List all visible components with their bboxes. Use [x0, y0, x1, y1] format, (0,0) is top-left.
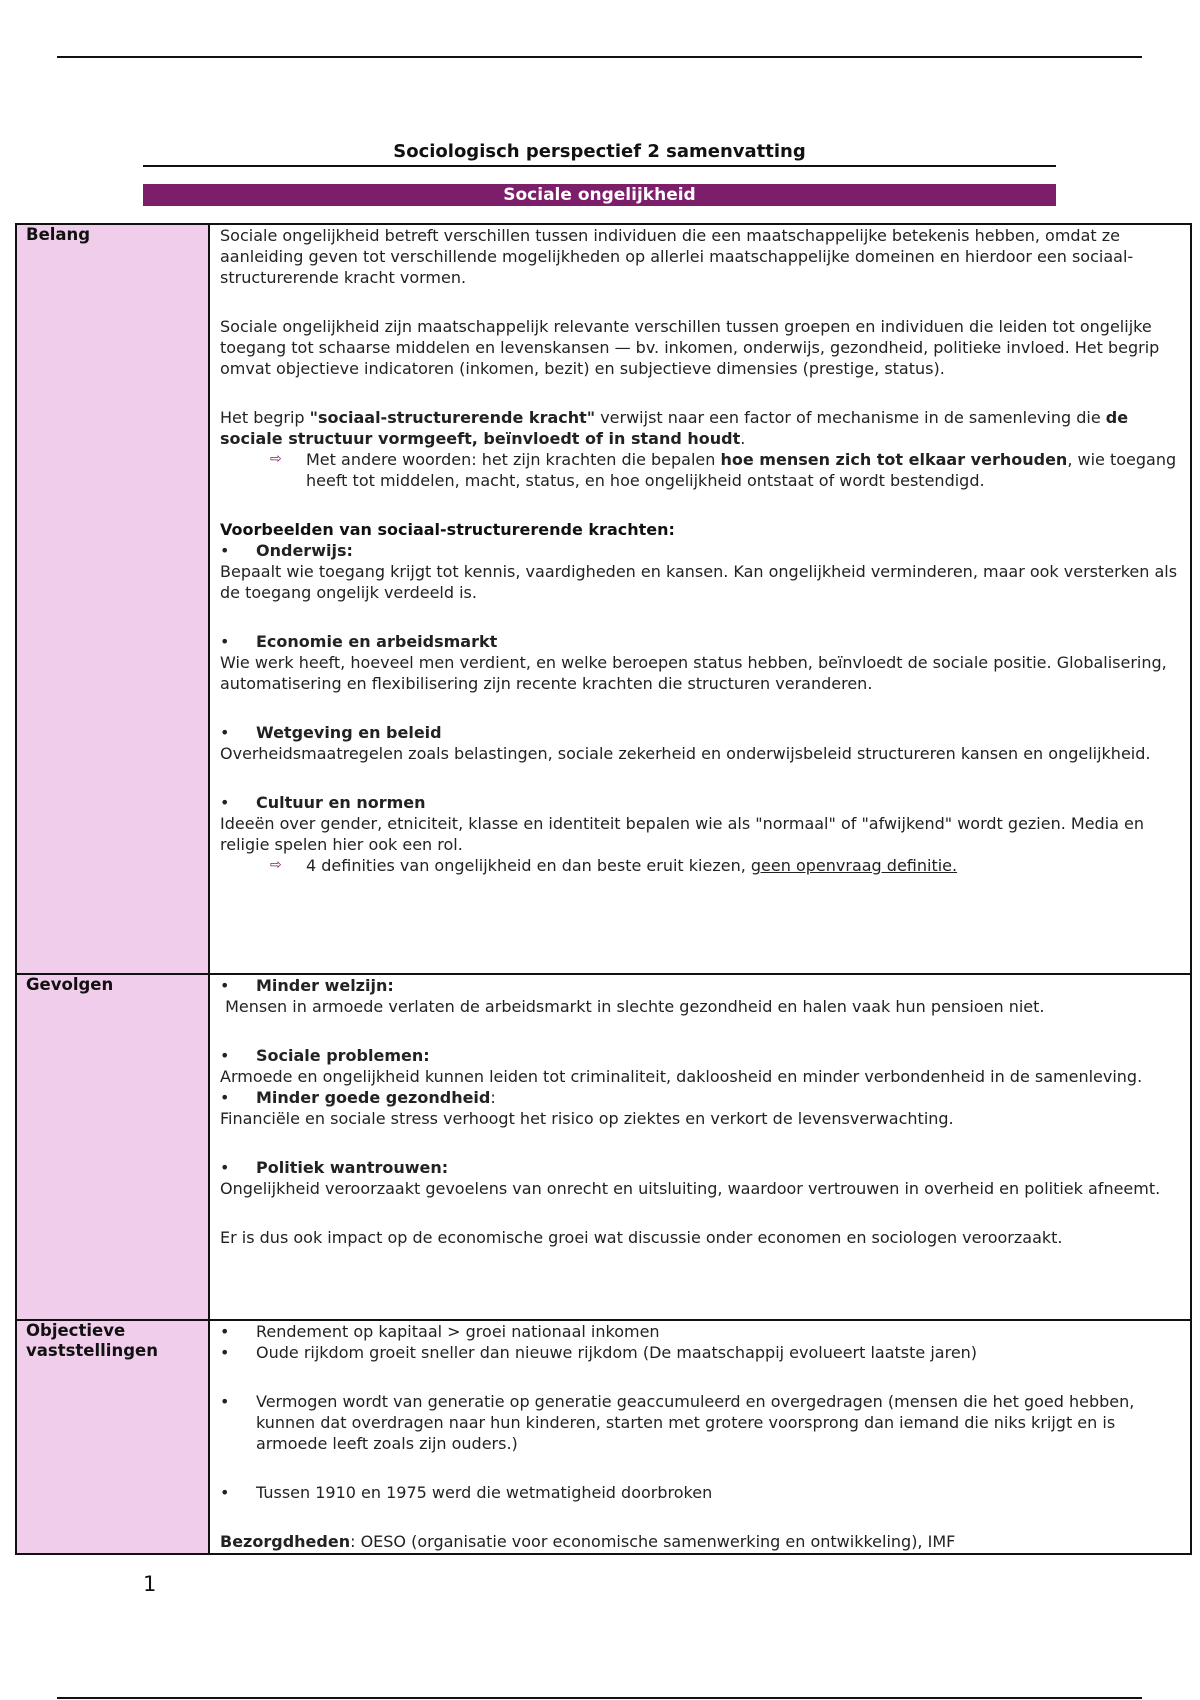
list-item: • Rendement op kapitaal > groei nationaal inkomen — [220, 1322, 660, 1341]
underlined-note: geen openvraag definitie. — [750, 856, 958, 875]
document-title: Sociologisch perspectief 2 samenvatting — [393, 141, 806, 162]
text-run: Het begrip — [220, 408, 310, 427]
list-item: • Minder goede gezondheid: — [220, 1088, 496, 1107]
arrow-item: ⇨ Met andere woorden: het zijn krachten die bepalen hoe mensen zich tot elkaar verhouden, wie toegang heeft tot middelen, macht, status, en hoe ongelijkheid ontstaat of wordt bestendigd. — [270, 450, 1177, 490]
paragraph: Mensen in armoede verlaten de arbeidsmarkt in slechte gezondheid en halen vaak hun pensioen niet. — [220, 997, 1045, 1016]
bullet-icon: • — [220, 976, 230, 995]
paragraph: Bezorgdheden: OESO (organisatie voor economische samenwerking en ontwikkeling), IMF — [220, 1532, 956, 1551]
paragraph: Ongelijkheid veroorzaakt gevoelens van onrecht en uitsluiting, waardoor vertrouwen in overheid en politiek afneemt. — [220, 1179, 1161, 1198]
bullet-icon: • — [220, 1088, 230, 1107]
paragraph: Ideeën over gender, etniciteit, klasse en identiteit bepalen wie als "normaal" of "afwijkend" wordt gezien. Media en religie spelen hier ook een rol. — [220, 814, 1145, 854]
header-rule — [57, 56, 1142, 58]
table-row-belang — [16, 224, 1191, 974]
bullet-icon: • — [220, 1343, 230, 1362]
paragraph: Wie werk heeft, hoeveel men verdient, en welke beroepen status hebben, beïnvloedt de sociale positie. Globalisering, automatisering en flexibilisering zijn recente krachten die structuren veranderen. — [220, 653, 1167, 693]
section-heading-bar: Sociale ongelijkheid — [143, 184, 1056, 206]
bullet-icon: • — [220, 1158, 230, 1177]
paragraph: Financiële en sociale stress verhoogt het risico op ziektes en verkort de levensverwachting. — [220, 1109, 954, 1128]
text-run: . — [740, 429, 746, 448]
bold-phrase: de sociale structuur vormgeeft, beïnvloedt of in stand houdt — [220, 408, 1129, 448]
title-underline — [143, 165, 1056, 167]
list-item: • Wetgeving en beleid — [220, 723, 442, 742]
bullet-icon: • — [220, 1046, 230, 1065]
bullet-icon: • — [220, 1392, 230, 1411]
arrow-icon: ⇨ — [270, 857, 282, 873]
footer-rule — [57, 1697, 1142, 1699]
row-content-gevolgen — [209, 974, 1191, 1320]
paragraph: Sociale ongelijkheid zijn maatschappelijk relevante verschillen tussen groepen en individuen die leiden tot ongelijke toegang tot schaarse middelen en levenskansen — bv. inkomen, onderwijs, gezondheid, politieke invloed. Het begrip omvat objectieve indicatoren (inkomen, bezit) en subjectieve dimensies (prestige, status). — [220, 317, 1160, 378]
examples-heading: Voorbeelden van sociaal-structurerende krachten: — [220, 520, 675, 539]
list-item: • Politiek wantrouwen: — [220, 1158, 449, 1177]
bold-phrase: hoe mensen zich tot elkaar verhouden — [720, 450, 1068, 469]
table-row-gevolgen — [16, 974, 1191, 1320]
page-number: 1 — [143, 1572, 157, 1596]
row-label-gevolgen: Gevolgen — [16, 974, 209, 1320]
list-item: • Tussen 1910 en 1975 werd die wetmatigheid doorbroken — [220, 1483, 713, 1502]
bullet-icon: • — [220, 541, 230, 560]
list-item: • Sociale problemen: — [220, 1046, 430, 1065]
arrow-icon: ⇨ — [270, 451, 282, 467]
bullet-icon: • — [220, 723, 230, 742]
list-item: • Vermogen wordt van generatie op generatie geaccumuleerd en overgedragen (mensen die het goed hebben, kunnen dat overdragen naar hun kinderen, starten met grotere voorsprong dan iemand die niks krijgt en is armoede leeft zoals zijn ouders.) — [220, 1392, 1135, 1453]
bullet-icon: • — [220, 632, 230, 651]
table-row-objectieve — [16, 1320, 1191, 1554]
row-label-objectieve: Objectieve vaststellingen — [16, 1320, 209, 1554]
text-run: verwijst naar een factor of mechanisme in de samenleving die — [595, 408, 1106, 427]
bullet-icon: • — [220, 793, 230, 812]
paragraph: Sociale ongelijkheid betreft verschillen tussen individuen die een maatschappelijke betekenis hebben, omdat ze aanleiding geven tot verschillende mogelijkheden op allerlei maatschappelijke domeinen en hierdoor een sociaal-structurerende kracht vormen. — [220, 226, 1134, 287]
bullet-icon: • — [220, 1483, 230, 1502]
list-item: • Minder welzijn: — [220, 976, 394, 995]
paragraph: Overheidsmaatregelen zoals belastingen, sociale zekerheid en onderwijsbeleid structureren kansen en ongelijkheid. — [220, 744, 1151, 763]
paragraph: Armoede en ongelijkheid kunnen leiden tot criminaliteit, dakloosheid en minder verbondenheid in de samenleving. — [220, 1067, 1143, 1086]
bold-term: "sociaal-structurerende kracht" — [309, 408, 596, 427]
bullet-icon: • — [220, 1322, 230, 1341]
row-content-belang — [209, 224, 1191, 974]
list-item: • Cultuur en normen — [220, 793, 426, 812]
row-content-objectieve — [209, 1320, 1191, 1554]
bold-term: Bezorgdheden — [220, 1532, 351, 1551]
summary-table — [15, 223, 1192, 1555]
arrow-item: ⇨ 4 definities van ongelijkheid en dan beste eruit kiezen, geen openvraag definitie. — [270, 856, 958, 875]
paragraph: Bepaalt wie toegang krijgt tot kennis, vaardigheden en kansen. Kan ongelijkheid verminderen, maar ook versterken als de toegang ongelijk verdeeld is. — [220, 562, 1178, 602]
list-item: • Economie en arbeidsmarkt — [220, 632, 498, 651]
row-label-belang: Belang — [16, 224, 209, 974]
list-item: • Onderwijs: — [220, 541, 353, 560]
list-item: • Oude rijkdom groeit sneller dan nieuwe rijkdom (De maatschappij evolueert laatste jaren) — [220, 1343, 978, 1362]
paragraph: Er is dus ook impact op de economische groei wat discussie onder economen en sociologen veroorzaakt. — [220, 1228, 1063, 1247]
paragraph — [220, 407, 1180, 449]
